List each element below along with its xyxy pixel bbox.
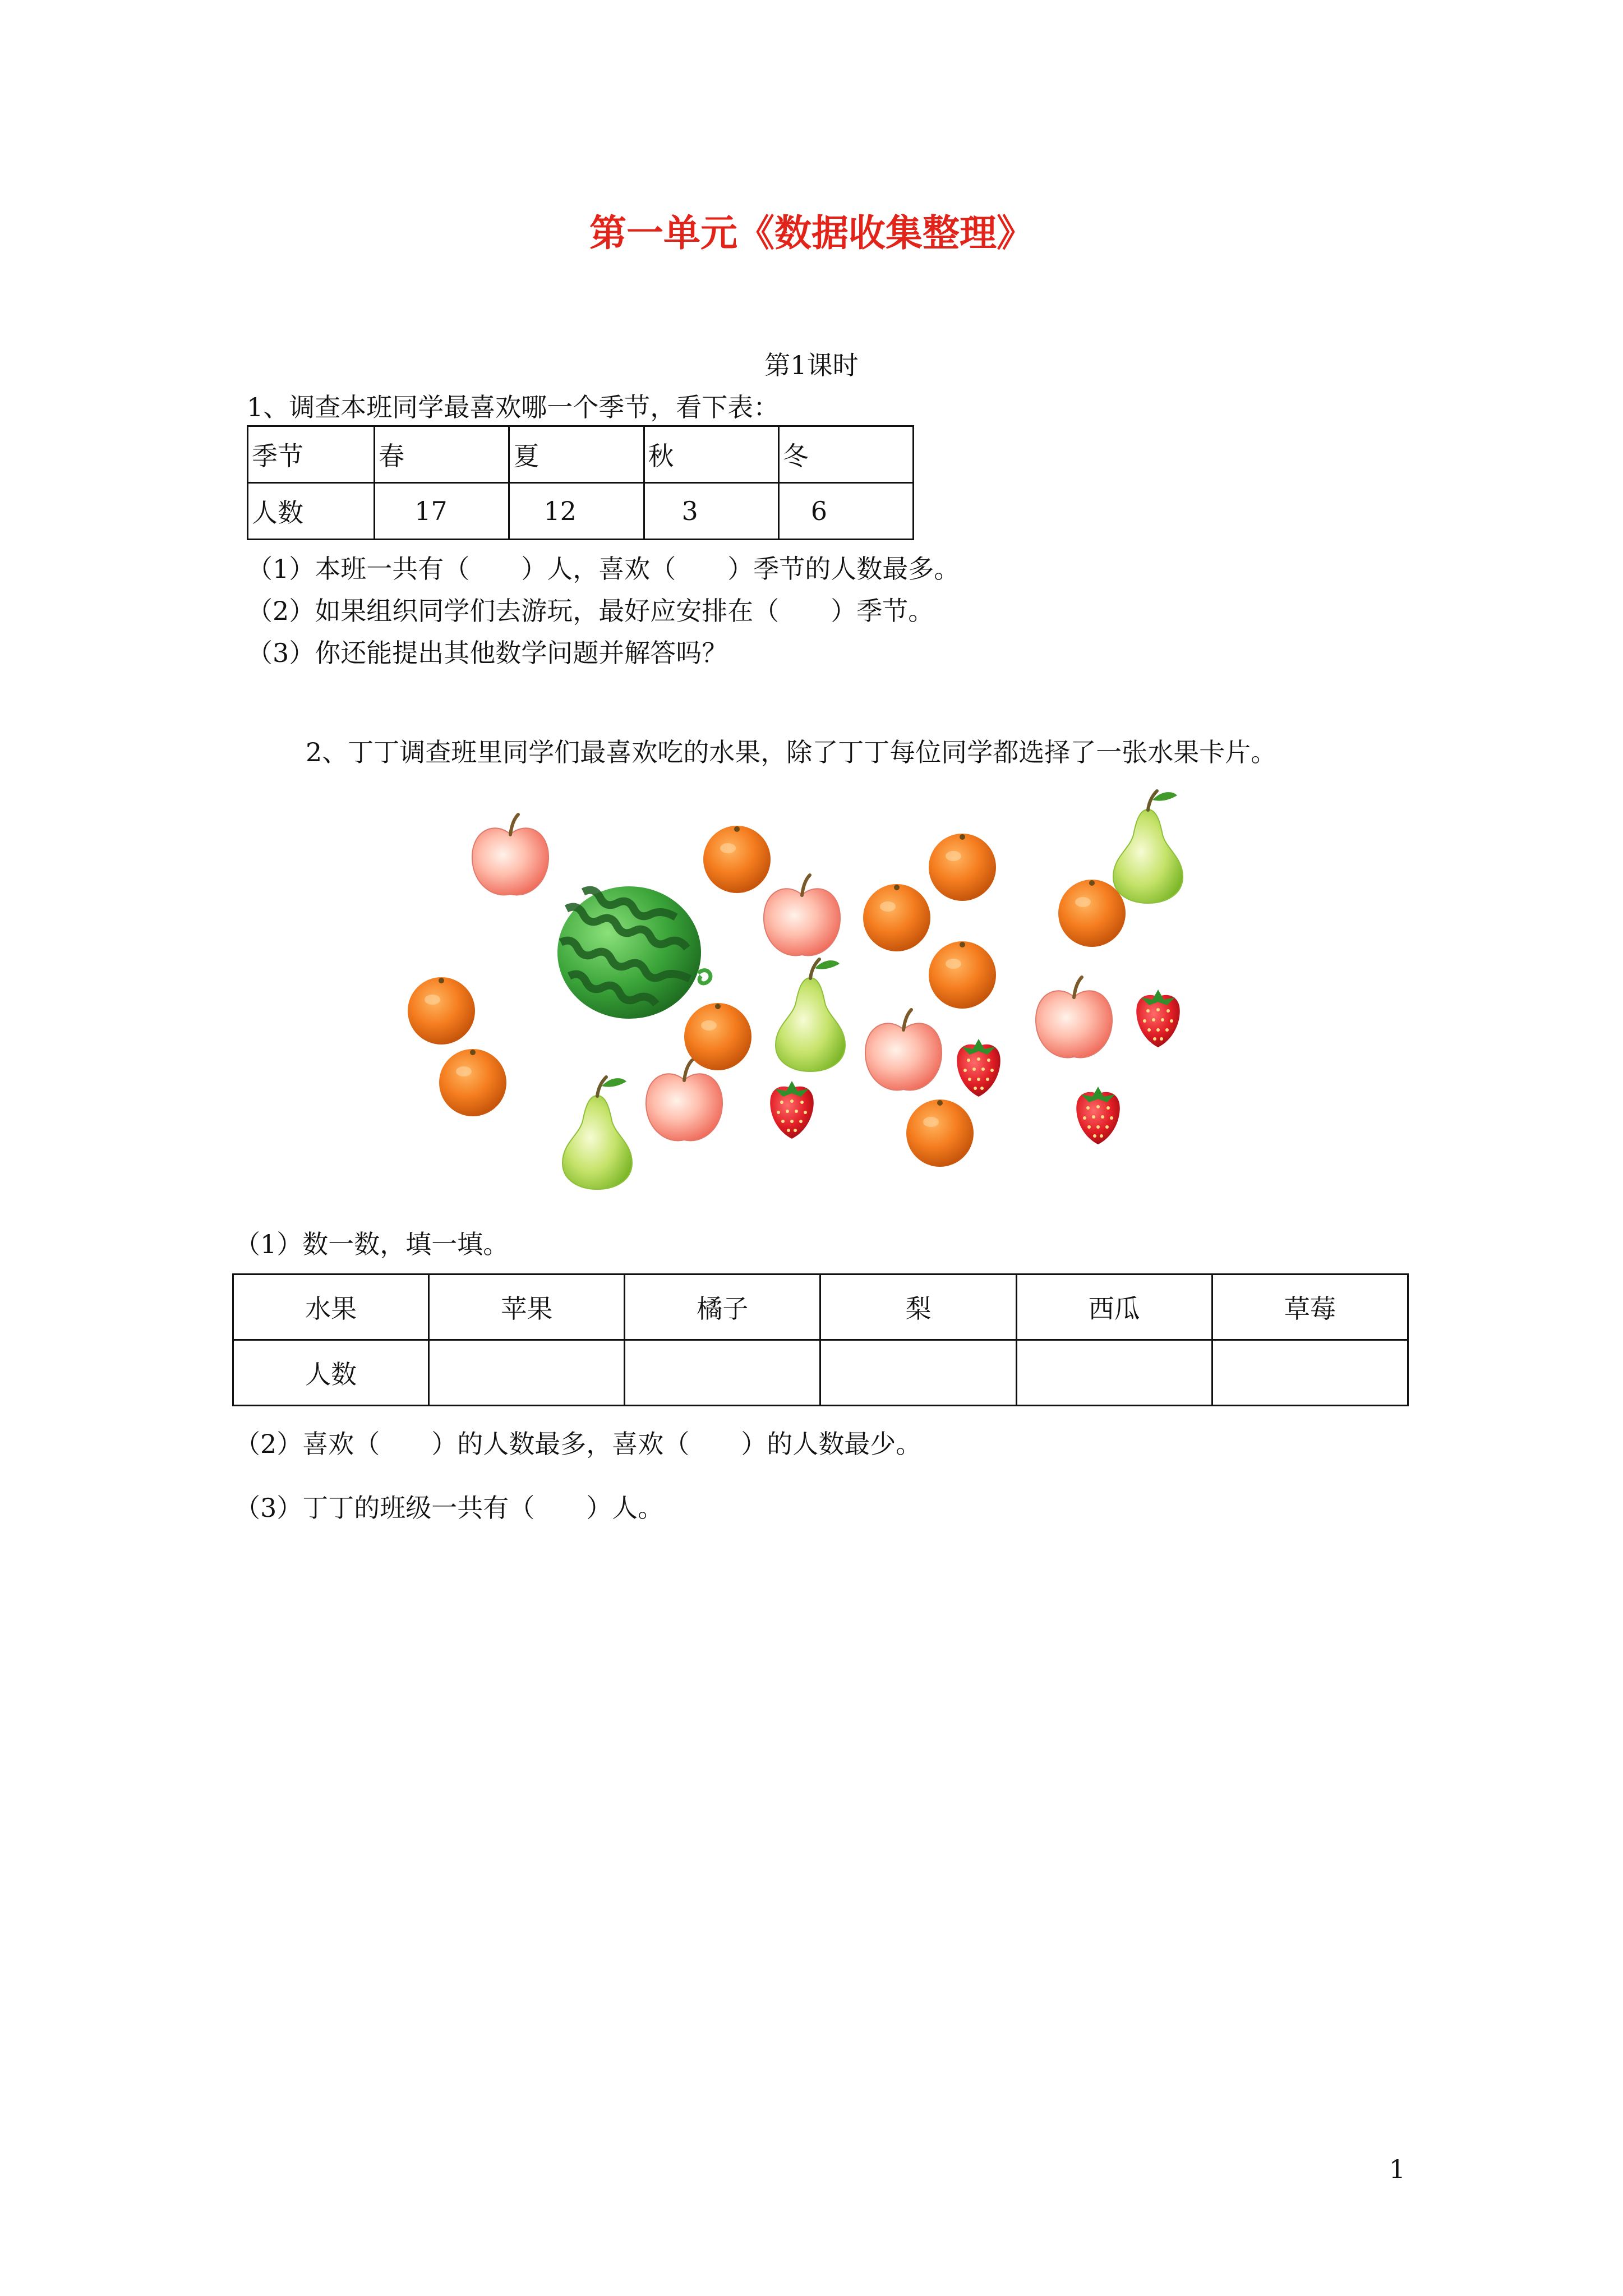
orange [929,941,996,1009]
fruit-count-blank [820,1340,1016,1406]
q2-intro: 2、丁丁调查班里同学们最喜欢吃的水果，除了丁丁每位同学都选择了一张水果卡片。 [306,737,1277,767]
apple [646,1060,722,1140]
season-spring: 春 [375,426,509,483]
strawberry [1076,1087,1119,1144]
apple [764,875,840,955]
q1-sub3: （3）你还能提出其他数学问题并解答吗？ [247,638,728,668]
season-winter: 冬 [778,426,913,483]
fruit-orange: 橘子 [625,1274,820,1340]
page-number: 1 [1389,2154,1405,2184]
page-title: 第一单元《数据收集整理》 [589,211,1034,255]
fruit-count-blank [1212,1340,1408,1406]
apple [472,815,548,895]
orange [408,977,475,1045]
q1-sub1: （1）本班一共有（ ）人，喜欢（ ）季节的人数最多。 [247,554,960,584]
apple [1036,977,1112,1057]
apple [865,1010,942,1090]
q2-sub3: （3）丁丁的班级一共有（ ）人。 [234,1493,664,1523]
season-autumn: 秋 [644,426,778,483]
strawberry [770,1081,813,1139]
orange [863,884,930,951]
q2-sub2: （2）喜欢（ ）的人数最多，喜欢（ ）的人数最少。 [234,1429,922,1459]
orange [906,1099,974,1167]
lesson-label: 第1课时 [764,350,859,380]
strawberry [1136,990,1179,1047]
pear [776,959,845,1071]
fruit-table [232,1273,1409,1406]
orange [1058,880,1126,947]
watermelon [557,886,711,1019]
fruit-watermelon: 西瓜 [1016,1274,1212,1340]
fruit-apple: 苹果 [429,1274,625,1340]
count-header-cell: 人数 [248,483,375,540]
orange [439,1049,506,1116]
count-autumn: 3 [644,483,778,540]
q1-intro: 1、调查本班同学最喜欢哪一个季节，看下表： [247,392,780,422]
count-winter: 6 [778,483,913,540]
table-row [233,1274,1408,1340]
fruit-count-blank [429,1340,625,1406]
season-summer: 夏 [509,426,644,483]
pear [562,1077,632,1189]
orange [929,834,996,901]
fruit-count-header: 人数 [233,1340,429,1406]
strawberry [957,1039,1000,1097]
q2-sub1: （1）数一数，填一填。 [234,1229,509,1259]
count-summer: 12 [509,483,644,540]
count-spring: 17 [375,483,509,540]
season-header-cell: 季节 [248,426,375,483]
orange [684,1003,751,1070]
fruit-strawberry: 草莓 [1212,1274,1408,1340]
pear [1113,791,1183,903]
table-row [233,1340,1408,1406]
orange [703,826,771,893]
fruit-header-cell: 水果 [233,1274,429,1340]
q1-sub2: （2）如果组织同学们去游玩，最好应安排在（ ）季节。 [247,596,934,626]
fruit-count-blank [1016,1340,1212,1406]
fruit-count-blank [625,1340,820,1406]
fruit-pear: 梨 [820,1274,1016,1340]
